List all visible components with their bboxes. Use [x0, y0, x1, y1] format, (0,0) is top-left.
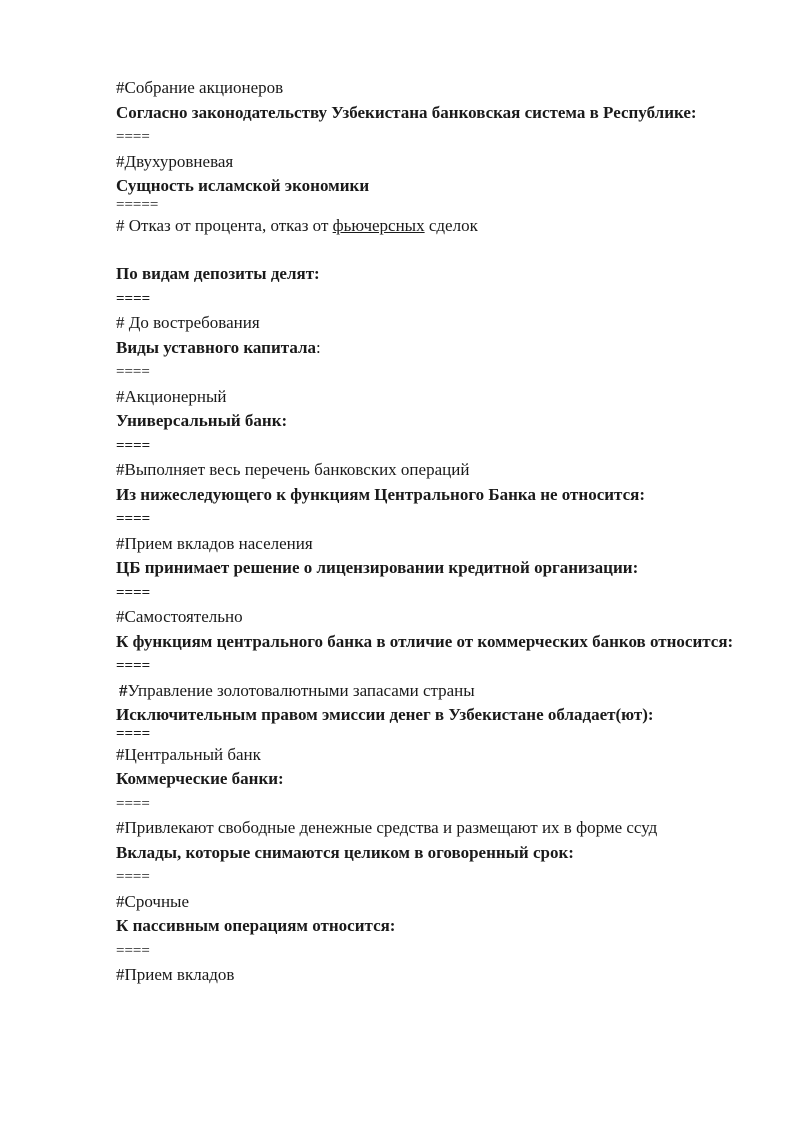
answer-line: #Прием вкладов населения [116, 533, 313, 553]
separator-line: ==== [116, 869, 150, 885]
answer-text: # Отказ от процента, отказ от [116, 215, 333, 235]
answer-line: # До востребования [116, 313, 260, 332]
blank-line [116, 238, 736, 262]
answer-line: #Выполняет весь перечень банковских операций [116, 460, 470, 479]
separator-line: ==== [116, 942, 150, 959]
question-line: Исключительным правом эмиссии денег в Узбекистане обладает(ют): [116, 705, 654, 724]
question-line: Сущность исламской экономики [116, 176, 370, 195]
question-line: По видам депозиты делят: [116, 264, 320, 283]
separator-line: ==== [116, 511, 151, 527]
question-line: К пассивным операциям относится: [116, 916, 396, 935]
answer-line: #Прием вкладов [116, 965, 235, 984]
question-line: ЦБ принимает решение о лицензировании кредитной организации: [116, 558, 639, 577]
separator-line: ==== [116, 795, 150, 812]
question-line: К функциям центрального банка в отличие от коммерческих банков относится: [116, 631, 734, 651]
answer-text: Управление золотовалютными запасами страны [127, 680, 475, 700]
question-line: Универсальный банк: [116, 411, 288, 430]
question-colon: : [316, 337, 321, 357]
question-line [116, 336, 736, 361]
answer-line: #Самостоятельно [116, 607, 243, 626]
separator-line: ==== [116, 129, 150, 145]
underlined-term: фьючерсных [332, 215, 425, 235]
answer-line [116, 214, 736, 239]
document-body [116, 76, 736, 988]
answer-line: #Акционерный [116, 386, 227, 406]
separator-line: ==== [116, 290, 151, 307]
answer-line: #Центральный банк [116, 744, 261, 764]
separator-line: ==== [116, 364, 150, 380]
answer-line: #Собрание акционеров [116, 78, 284, 97]
answer-hash: # [119, 680, 128, 700]
question-text: Виды уставного капитала [116, 337, 317, 357]
answer-text: сделок [424, 215, 478, 235]
question-line: Коммерческие банки: [116, 769, 284, 788]
question-line: Вклады, которые снимаются целиком в оговоренный срок: [116, 842, 574, 862]
answer-line [116, 679, 736, 704]
separator-line: ===== [116, 196, 159, 213]
separator-line: ==== [116, 584, 151, 601]
answer-line: #Двухуровневая [116, 151, 234, 171]
answer-line: #Привлекают свободные денежные средства и размещают их в форме ссуд [116, 818, 658, 837]
separator-line: ==== [116, 437, 151, 454]
question-line: Согласно законодательству Узбекистана банковская система в Республике: [116, 102, 697, 122]
separator-line: ==== [116, 658, 151, 674]
separator-line: ==== [116, 725, 151, 742]
answer-line: #Срочные [116, 891, 190, 911]
question-line: Из нижеследующего к функциям Центрального Банка не относится: [116, 484, 646, 504]
